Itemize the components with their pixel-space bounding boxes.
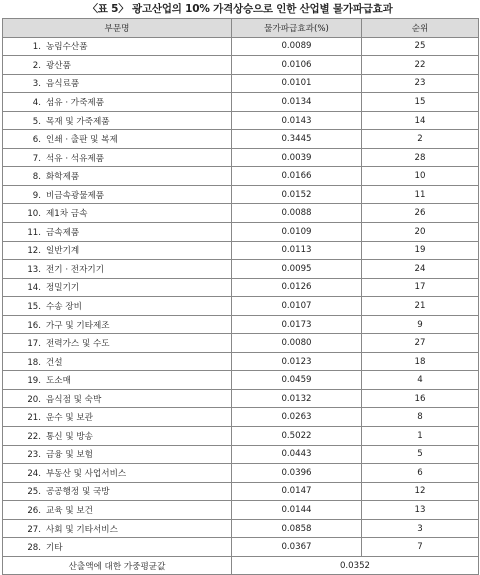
rank-cell: 2	[362, 130, 479, 149]
sector-number: 22.	[27, 431, 41, 442]
sector-name: 전력가스 및 수도	[46, 339, 110, 350]
sector-cell	[3, 185, 232, 204]
sector-number: 13.	[27, 264, 41, 275]
sector-number: 28.	[27, 543, 41, 554]
rank-cell: 9	[362, 315, 479, 334]
sector-cell	[3, 278, 232, 297]
effect-cell: 0.0367	[232, 538, 362, 557]
rank-cell: 13	[362, 501, 479, 520]
header-row	[3, 19, 479, 38]
sector-cell	[3, 223, 232, 242]
effect-cell: 0.0396	[232, 464, 362, 483]
sector-cell	[3, 93, 232, 112]
effect-cell: 0.0132	[232, 389, 362, 408]
table-row	[3, 260, 479, 279]
rank-cell: 1	[362, 427, 479, 446]
sector-name: 광산품	[46, 60, 71, 71]
weighted-average-label: 산출액에 대한 가중평균값	[3, 556, 232, 575]
effect-cell: 0.0089	[232, 37, 362, 56]
table-row	[3, 130, 479, 149]
sector-cell	[3, 389, 232, 408]
rank-cell: 11	[362, 185, 479, 204]
rank-cell: 17	[362, 278, 479, 297]
effect-cell: 0.0152	[232, 185, 362, 204]
sector-cell	[3, 371, 232, 390]
effect-cell: 0.0126	[232, 278, 362, 297]
sector-cell	[3, 464, 232, 483]
sector-number: 5.	[32, 116, 41, 127]
sector-cell	[3, 37, 232, 56]
price-effect-table	[2, 18, 479, 575]
sector-cell	[3, 445, 232, 464]
table-row	[3, 445, 479, 464]
sector-number: 3.	[32, 79, 41, 90]
sector-name: 석유 · 석유제품	[46, 153, 105, 164]
sector-number: 8.	[32, 172, 41, 183]
effect-cell: 0.3445	[232, 130, 362, 149]
table-row	[3, 501, 479, 520]
sector-name: 교육 및 보건	[46, 505, 93, 516]
table-row	[3, 148, 479, 167]
sector-name: 부동산 및 사업서비스	[46, 468, 127, 479]
table-row	[3, 389, 479, 408]
header-rank: 순위	[362, 19, 479, 38]
rank-cell: 7	[362, 538, 479, 557]
sector-number: 20.	[27, 394, 41, 405]
rank-cell: 6	[362, 464, 479, 483]
effect-cell: 0.0080	[232, 334, 362, 353]
rank-cell: 19	[362, 241, 479, 260]
sector-number: 17.	[27, 339, 41, 350]
sector-number: 26.	[27, 505, 41, 516]
sector-number: 12.	[27, 246, 41, 257]
rank-cell: 22	[362, 56, 479, 75]
sector-name: 도소매	[46, 376, 71, 387]
rank-cell: 27	[362, 334, 479, 353]
table-row	[3, 241, 479, 260]
sector-cell	[3, 204, 232, 223]
sector-name: 음식점 및 숙박	[46, 394, 102, 405]
sector-name: 목재 및 가죽제품	[46, 116, 110, 127]
sector-name: 통신 및 방송	[46, 431, 93, 442]
table-row	[3, 167, 479, 186]
table-title: 〈표 5〉 광고산업의 10% 가격상승으로 인한 산업별 물가파급효과	[87, 3, 393, 15]
sector-cell	[3, 297, 232, 316]
effect-cell: 0.0106	[232, 56, 362, 75]
table-row	[3, 334, 479, 353]
effect-cell: 0.0134	[232, 93, 362, 112]
sector-number: 11.	[27, 227, 41, 238]
effect-cell: 0.0459	[232, 371, 362, 390]
sector-cell	[3, 111, 232, 130]
sector-cell	[3, 260, 232, 279]
sector-number: 25.	[27, 487, 41, 498]
sector-cell	[3, 501, 232, 520]
table-row	[3, 482, 479, 501]
table-row	[3, 93, 479, 112]
sector-cell	[3, 334, 232, 353]
rank-cell: 12	[362, 482, 479, 501]
effect-cell: 0.0101	[232, 74, 362, 93]
sector-cell	[3, 519, 232, 538]
sector-cell	[3, 241, 232, 260]
footer-row	[3, 556, 479, 575]
sector-number: 27.	[27, 524, 41, 535]
sector-number: 2.	[32, 60, 41, 71]
table-row	[3, 111, 479, 130]
table-row	[3, 427, 479, 446]
table-row	[3, 37, 479, 56]
sector-number: 1.	[32, 42, 41, 53]
sector-name: 운수 및 보관	[46, 413, 93, 424]
effect-cell: 0.0088	[232, 204, 362, 223]
table-row	[3, 74, 479, 93]
sector-name: 전기 · 전자기기	[46, 264, 105, 275]
sector-name: 금융 및 보험	[46, 450, 93, 461]
sector-cell	[3, 538, 232, 557]
effect-cell: 0.0113	[232, 241, 362, 260]
effect-cell: 0.0166	[232, 167, 362, 186]
sector-cell	[3, 315, 232, 334]
table-row	[3, 408, 479, 427]
sector-name: 기타	[46, 543, 63, 554]
rank-cell: 24	[362, 260, 479, 279]
rank-cell: 18	[362, 352, 479, 371]
sector-name: 사회 및 기타서비스	[46, 524, 118, 535]
effect-cell: 0.0123	[232, 352, 362, 371]
rank-cell: 8	[362, 408, 479, 427]
sector-name: 인쇄 · 출판 및 복제	[46, 135, 118, 146]
table-row	[3, 297, 479, 316]
sector-cell	[3, 352, 232, 371]
effect-cell: 0.0173	[232, 315, 362, 334]
rank-cell: 15	[362, 93, 479, 112]
sector-name: 음식료품	[46, 79, 80, 90]
table-row	[3, 56, 479, 75]
sector-number: 21.	[27, 413, 41, 424]
table-row	[3, 185, 479, 204]
table-row	[3, 352, 479, 371]
sector-name: 정밀기기	[46, 283, 80, 294]
effect-cell: 0.0147	[232, 482, 362, 501]
effect-cell: 0.0144	[232, 501, 362, 520]
sector-name: 건설	[46, 357, 63, 368]
sector-name: 화학제품	[46, 172, 80, 183]
effect-cell: 0.0095	[232, 260, 362, 279]
rank-cell: 26	[362, 204, 479, 223]
sector-number: 14.	[27, 283, 41, 294]
sector-cell	[3, 148, 232, 167]
effect-cell: 0.0107	[232, 297, 362, 316]
effect-cell: 0.0263	[232, 408, 362, 427]
sector-number: 24.	[27, 468, 41, 479]
sector-number: 7.	[32, 153, 41, 164]
sector-name: 공공행정 및 국방	[46, 487, 110, 498]
sector-cell	[3, 56, 232, 75]
rank-cell: 20	[362, 223, 479, 242]
rank-cell: 25	[362, 37, 479, 56]
table-row	[3, 278, 479, 297]
effect-cell: 0.0143	[232, 111, 362, 130]
rank-cell: 14	[362, 111, 479, 130]
sector-cell	[3, 482, 232, 501]
sector-cell	[3, 427, 232, 446]
rank-cell: 4	[362, 371, 479, 390]
sector-cell	[3, 167, 232, 186]
table-row	[3, 315, 479, 334]
sector-name: 일반기계	[46, 246, 80, 257]
effect-cell: 0.0858	[232, 519, 362, 538]
sector-number: 18.	[27, 357, 41, 368]
sector-name: 비금속광물제품	[46, 190, 105, 201]
sector-name: 제1차 금속	[46, 209, 88, 220]
sector-name: 섬유 · 가죽제품	[46, 97, 105, 108]
rank-cell: 21	[362, 297, 479, 316]
sector-number: 10.	[27, 209, 41, 220]
table-row	[3, 538, 479, 557]
sector-number: 9.	[32, 190, 41, 201]
header-sector: 부문명	[3, 19, 232, 38]
effect-cell: 0.0443	[232, 445, 362, 464]
sector-number: 16.	[27, 320, 41, 331]
sector-cell	[3, 408, 232, 427]
sector-number: 23.	[27, 450, 41, 461]
table-row	[3, 464, 479, 483]
rank-cell: 3	[362, 519, 479, 538]
effect-cell: 0.0109	[232, 223, 362, 242]
rank-cell: 5	[362, 445, 479, 464]
sector-name: 농림수산품	[46, 42, 88, 53]
sector-number: 6.	[32, 135, 41, 146]
rank-cell: 10	[362, 167, 479, 186]
rank-cell: 16	[362, 389, 479, 408]
sector-cell	[3, 74, 232, 93]
table-row	[3, 371, 479, 390]
table-row	[3, 204, 479, 223]
sector-name: 금속제품	[46, 227, 80, 238]
sector-cell	[3, 130, 232, 149]
rank-cell: 28	[362, 148, 479, 167]
sector-number: 15.	[27, 301, 41, 312]
weighted-average-value: 0.0352	[232, 556, 479, 575]
header-effect: 물가파급효과(%)	[232, 19, 362, 38]
table-row	[3, 519, 479, 538]
sector-number: 4.	[32, 97, 41, 108]
sector-name: 수송 장비	[46, 301, 82, 312]
table-row	[3, 223, 479, 242]
sector-name: 가구 및 기타제조	[46, 320, 110, 331]
effect-cell: 0.0039	[232, 148, 362, 167]
sector-number: 19.	[27, 376, 41, 387]
effect-cell: 0.5022	[232, 427, 362, 446]
rank-cell: 23	[362, 74, 479, 93]
